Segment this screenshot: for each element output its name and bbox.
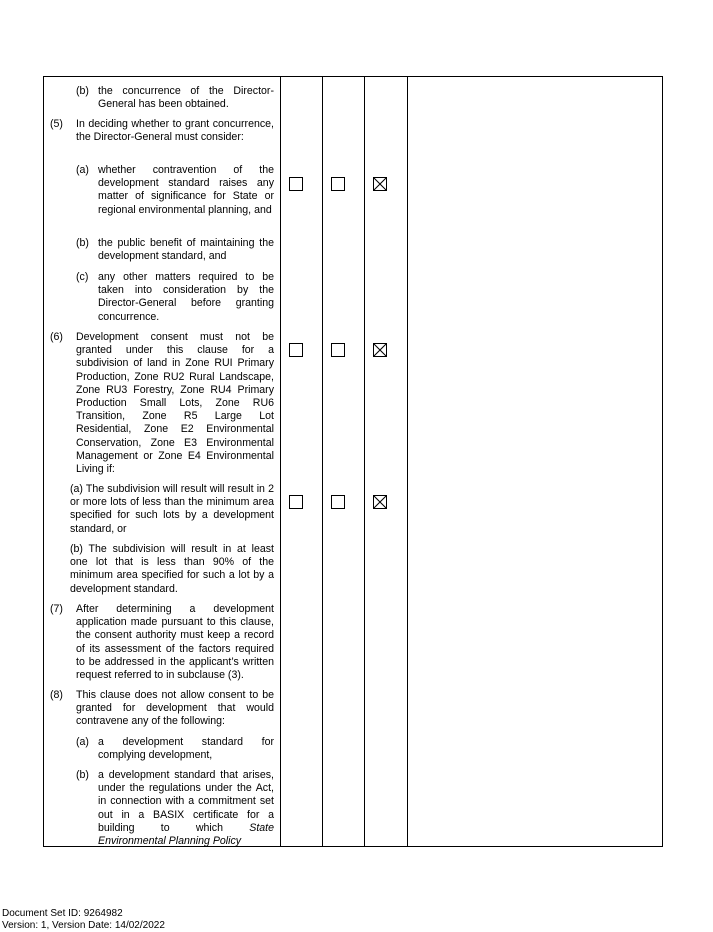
- clause-text: After determining a development application made pursuant to this clause, the consent authority must keep a record of its assessment of the factors required to be addressed in the applicant’s written request referred to in subclause (3).: [76, 603, 274, 682]
- clause-number: (5): [50, 118, 63, 130]
- checkbox-col1-row-6[interactable]: [289, 343, 303, 357]
- clause-text: a development standard for complying development,: [98, 736, 274, 762]
- clause-number: (8): [50, 689, 63, 701]
- clause-label: (c): [76, 271, 89, 283]
- clause-label: (b): [76, 769, 89, 781]
- clause-text: [98, 769, 274, 848]
- cross-icon: [374, 178, 386, 190]
- document-set-id: Document Set ID: 9264982: [2, 908, 123, 919]
- clause-label: (a): [76, 736, 89, 748]
- clause-text: (a) The subdivision will result will result in 2 or more lots of less than the minimum area specified for such lots by a development standard, or: [70, 483, 274, 535]
- clause-text: any other matters required to be taken into consideration by the Director-General before granting concurrence.: [98, 271, 274, 323]
- column-divider: [322, 77, 323, 846]
- clause-number: (6): [50, 331, 63, 343]
- checkbox-col3-row-6-checked[interactable]: [373, 343, 387, 357]
- checkbox-col1-row-5a[interactable]: [289, 177, 303, 191]
- clause-label: (b): [76, 237, 89, 249]
- column-divider: [364, 77, 365, 846]
- clause-text: (b) The subdivision will result in at least one lot that is less than 90% of the minimum area specified for such a lot by a development standard.: [70, 543, 274, 595]
- clause-number: (7): [50, 603, 63, 615]
- clause-text-plain: a development standard that arises, under the regulations under the Act, in connection with a commitment set out in a BASIX certificate for a building to which: [98, 769, 274, 834]
- checkbox-col3-row-5a-checked[interactable]: [373, 177, 387, 191]
- policy-title-italic: State Environmental Planning Policy: [98, 821, 275, 848]
- clause-label: (b): [76, 85, 89, 97]
- checkbox-col3-row-6a-checked[interactable]: [373, 495, 387, 509]
- checkbox-col2-row-6[interactable]: [331, 343, 345, 357]
- cross-icon: [374, 344, 386, 356]
- clause-text: In deciding whether to grant concurrence, the Director-General must consider:: [76, 118, 274, 144]
- checkbox-col2-row-6a[interactable]: [331, 495, 345, 509]
- checkbox-col2-row-5a[interactable]: [331, 177, 345, 191]
- cross-icon: [374, 496, 386, 508]
- checkbox-col1-row-6a[interactable]: [289, 495, 303, 509]
- version-info: Version: 1, Version Date: 14/02/2022: [2, 920, 165, 931]
- clause-label: (a): [76, 164, 89, 176]
- clause-text: whether contravention of the development standard raises any matter of significance for State or regional environmental planning, and: [98, 164, 274, 216]
- clause-text: Development consent must not be granted under this clause for a subdivision of land in Zone RUI Primary Production, Zone RU2 Rural Landscape, Zone RU3 Forestry, Zone RU4 Primary Production Small Lots, Zone RU6 Transition, Zone R5 Large Lot Residential, Zone E2 Environmental Conservation, Zone E3 Environmental Management or Zone E4 Environmental Living if:: [76, 331, 274, 476]
- column-divider: [280, 77, 281, 846]
- clause-text: This clause does not allow consent to be granted for development that would contravene any of the following:: [76, 689, 274, 728]
- column-divider: [407, 77, 408, 846]
- clause-text: the public benefit of maintaining the development standard, and: [98, 237, 274, 263]
- clause-text: the concurrence of the Director-General has been obtained.: [98, 85, 274, 111]
